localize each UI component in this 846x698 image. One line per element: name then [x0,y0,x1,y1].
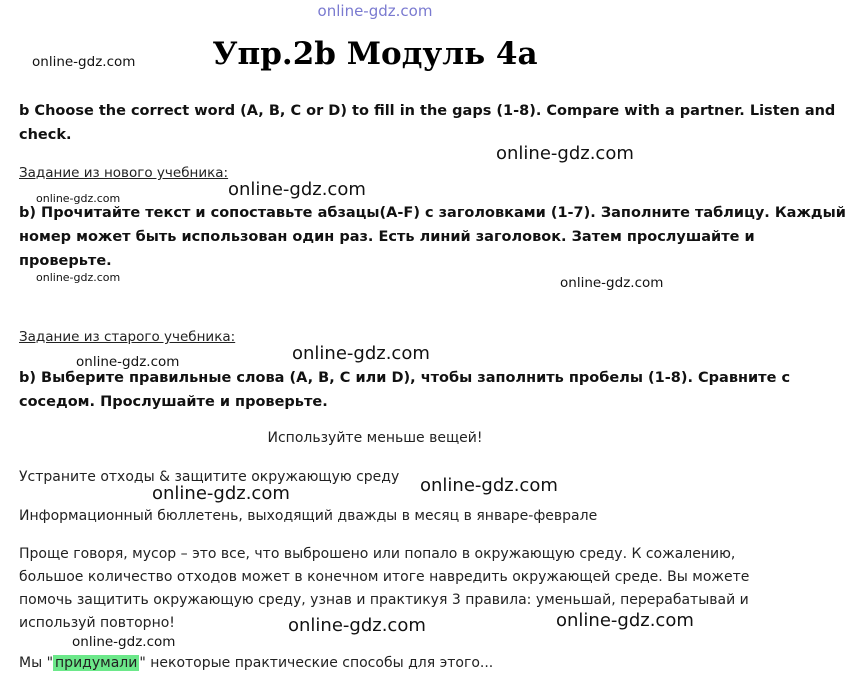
article-paragraph-line2: большое количество отходов может в конечном итоге навредить окружающей среде. Вы можете [19,569,750,585]
highlighted-word: придумали [55,655,138,671]
last-line-suffix: " некоторые практические способы для этого... [139,655,494,671]
watermark-top: online-gdz.com [317,2,433,20]
article-last-line [19,655,493,671]
instruction-en-line2: check. [19,127,72,143]
old-book-heading: Задание из старого учебника: [19,329,236,345]
new-book-line3: проверьте. [19,253,112,269]
page-title: Упр.2b Модуль 4a [212,36,538,72]
watermark: online-gdz.com [496,143,634,164]
article-paragraph-line4: используй повторно! [19,615,175,631]
watermark: online-gdz.com [228,179,366,200]
article-bulletin: Информационный бюллетень, выходящий дважды в месяц в январе-феврале [19,508,598,524]
new-book-heading: Задание из нового учебника: [19,165,229,181]
watermark: online-gdz.com [36,271,121,284]
watermark: online-gdz.com [32,54,136,70]
watermark: online-gdz.com [72,634,176,650]
watermark: online-gdz.com [288,615,426,636]
old-book-line2: соседом. Прослушайте и проверьте. [19,394,328,410]
last-line-prefix: Мы " [19,655,54,671]
new-book-line2: номер может быть использован один раз. Есть линий заголовок. Затем прослушайте и [19,229,755,245]
new-book-line1: b) Прочитайте текст и сопоставьте абзацы(A-F) с заголовками (1-7). Заполните таблицу. Каждый [19,205,846,221]
watermark: online-gdz.com [76,354,180,370]
watermark: online-gdz.com [292,343,430,364]
article-paragraph-line3: помочь защитить окружающую среду, узнав и практикуя 3 правила: уменьшай, перерабатывай и [19,592,749,608]
article-paragraph-line1: Проще говоря, мусор – это все, что выброшено или попало в окружающую среду. К сожалению, [19,546,736,562]
instruction-en-line1: b Choose the correct word (A, B, C or D) to fill in the gaps (1-8). Compare with a partner. Listen and [19,103,836,119]
watermark: online-gdz.com [420,475,558,496]
watermark: online-gdz.com [36,192,121,205]
old-book-line1: b) Выберите правильные слова (A, B, C или D), чтобы заполнить пробелы (1-8). Сравните с [19,370,791,386]
article-headline: Используйте меньше вещей! [267,430,483,446]
watermark: online-gdz.com [556,610,694,631]
watermark: online-gdz.com [560,275,664,291]
article-subhead: Устраните отходы & защитите окружающую среду [19,469,400,485]
watermark: online-gdz.com [152,483,290,504]
